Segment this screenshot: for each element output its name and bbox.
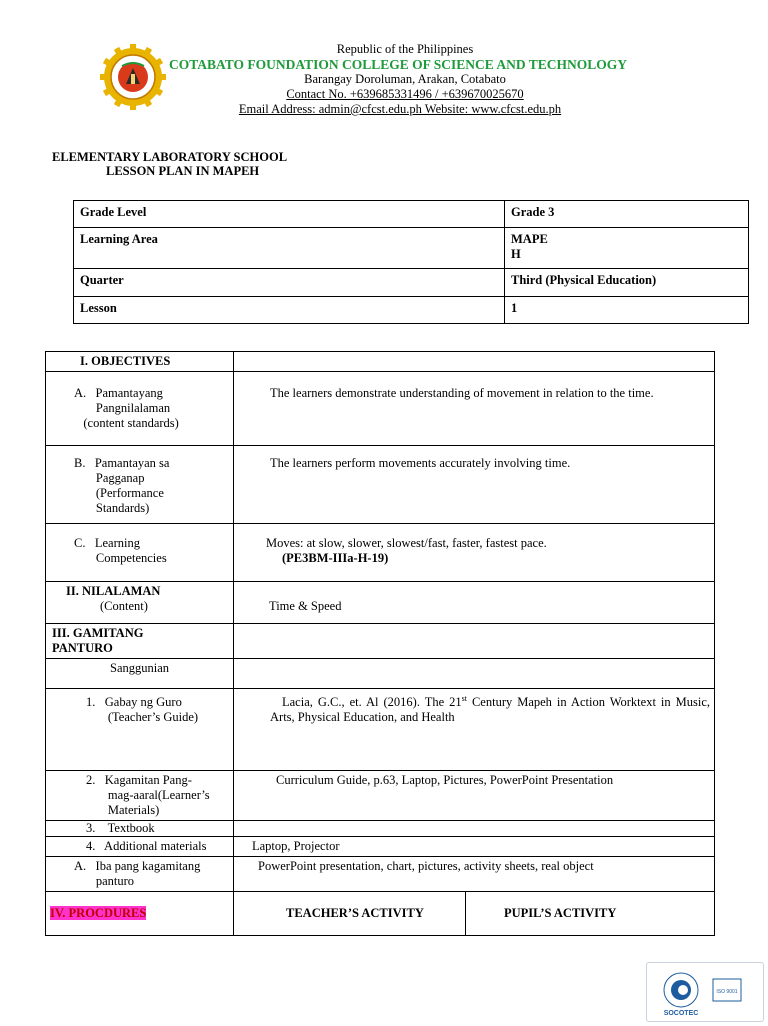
teachers-guide-value xyxy=(234,689,715,771)
iba-pang-kagamitan-value: PowerPoint presentation, chart, pictures, activity sheets, real object xyxy=(234,857,715,892)
learning-competencies-label: C. Learning Competencies xyxy=(46,524,234,582)
info-value: 1 xyxy=(505,297,749,324)
iba-pang-kagamitan-label: A. Iba pang kagamitang panturo xyxy=(46,857,234,892)
nilalaman-heading: II. NILALAMAN xyxy=(66,584,161,598)
additional-materials-label: 4. Additional materials xyxy=(46,837,234,857)
nilalaman-cell xyxy=(46,582,234,624)
sanggunian-label: Sanggunian xyxy=(46,659,234,689)
row-iba-pang-kagamitan xyxy=(46,857,715,892)
performance-standards-label: B. Pamantayan sa Pagganap (Performance Standards) xyxy=(46,446,234,524)
row-sanggunian xyxy=(46,659,715,689)
info-value: Grade 3 xyxy=(505,201,749,228)
college-name: COTABATO FOUNDATION COLLEGE OF SCIENCE AND TECHNOLOGY xyxy=(168,57,628,72)
learners-materials-label: 2. Kagamitan Pang- mag-aaral(Learner’s Materials) xyxy=(46,771,234,821)
college-seal-logo xyxy=(100,44,166,110)
row-gamitang-panturo xyxy=(46,624,715,659)
lesson-plan-title: LESSON PLAN IN MAPEH xyxy=(106,164,260,178)
info-label: Learning Area xyxy=(74,228,505,269)
lesson-plan-table xyxy=(45,351,715,936)
school-title: ELEMENTARY LABORATORY SCHOOL xyxy=(52,150,288,164)
competency-code: (PE3BM-IIIa-H-19) xyxy=(282,551,389,565)
row-content-standards xyxy=(46,372,715,446)
socotec-logo-icon xyxy=(647,963,763,1021)
teacher-activity-heading: TEACHER’S ACTIVITY xyxy=(234,892,466,936)
performance-standards-value: The learners perform movements accurately involving time. xyxy=(234,446,715,524)
competency-text: Moves: at slow, slower, slowest/fast, faster, fastest pace. xyxy=(266,536,547,550)
pupil-activity-heading: PUPIL’S ACTIVITY xyxy=(466,892,715,936)
row-procedures-header xyxy=(46,892,715,936)
gamitang-panturo-heading: III. GAMITANG PANTURO xyxy=(46,624,234,659)
college-address: Barangay Doroluman, Arakan, Cotabato xyxy=(304,72,506,86)
row-textbook xyxy=(46,821,715,837)
socotec-certification-badge xyxy=(646,962,764,1022)
learners-materials-value: Curriculum Guide, p.63, Laptop, Pictures, PowerPoint Presentation xyxy=(234,771,715,821)
info-label: Quarter xyxy=(74,269,505,297)
empty-cell xyxy=(234,659,715,689)
lesson-info-table xyxy=(73,200,749,324)
teachers-guide-label: 1. Gabay ng Guro (Teacher’s Guide) xyxy=(46,689,234,771)
row-additional-materials xyxy=(46,837,715,857)
info-row-lesson xyxy=(74,297,749,324)
email-website: Email Address: admin@cfcst.edu.ph Website: www.cfcst.edu.ph xyxy=(238,102,562,116)
guide-ref-superscript: st xyxy=(461,693,467,703)
contact-numbers: Contact No. +639685331496 / +639670025670 xyxy=(286,87,524,101)
procedures-cell xyxy=(46,892,234,936)
row-learning-competencies xyxy=(46,524,715,582)
empty-cell xyxy=(234,352,715,372)
info-value: MAPE H xyxy=(505,228,749,269)
info-row-grade-level xyxy=(74,201,749,228)
country-line: Republic of the Philippines xyxy=(336,42,474,56)
content-standards-value: The learners demonstrate understanding of movement in relation to the time. xyxy=(234,372,715,446)
row-performance-standards xyxy=(46,446,715,524)
guide-ref-part1: Lacia, G.C., et. Al (2016). The 21 xyxy=(282,695,462,709)
objectives-heading: I. OBJECTIVES xyxy=(46,352,234,372)
cert-brand: SOCOTEC xyxy=(663,1010,699,1017)
content-value: Time & Speed xyxy=(234,582,715,624)
procedures-heading: IV. PROCDURES xyxy=(50,906,147,920)
info-label: Grade Level xyxy=(74,201,505,228)
additional-materials-value: Laptop, Projector xyxy=(234,837,715,857)
textbook-label: 3. Textbook xyxy=(46,821,234,837)
guide-ref-part2: Century Mapeh in Action Worktext in Music, Arts, Physical Education, and Health xyxy=(270,695,710,724)
cert-iso: ISO 9001 xyxy=(716,989,738,995)
info-row-learning-area xyxy=(74,228,749,269)
row-nilalaman xyxy=(46,582,715,624)
empty-cell xyxy=(234,821,715,837)
row-teachers-guide xyxy=(46,689,715,771)
content-label: (Content) xyxy=(100,599,148,613)
row-objectives xyxy=(46,352,715,372)
info-value: Third (Physical Education) xyxy=(505,269,749,297)
content-standards-label: A. Pamantayang Pangnilalaman (content standards) xyxy=(46,372,234,446)
info-label: Lesson xyxy=(74,297,505,324)
info-row-quarter xyxy=(74,269,749,297)
learning-competencies-value xyxy=(234,524,715,582)
empty-cell xyxy=(234,624,715,659)
row-learners-materials xyxy=(46,771,715,821)
